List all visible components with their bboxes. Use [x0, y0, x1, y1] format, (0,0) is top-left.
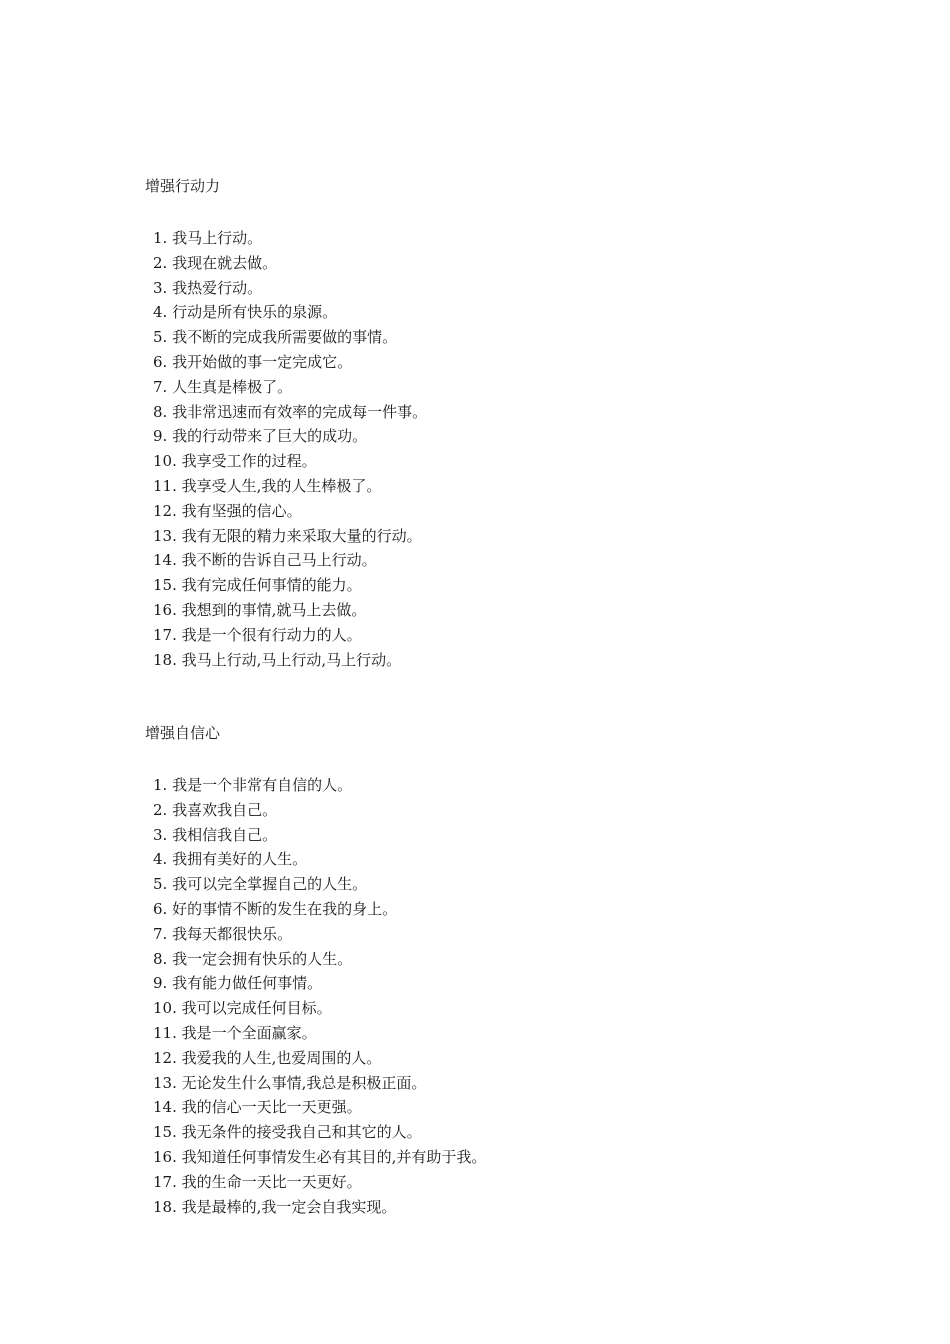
- item-text: 我享受人生,我的人生棒极了。: [181, 476, 382, 495]
- item-text: 我是最棒的,我一定会自我实现。: [181, 1197, 397, 1216]
- item-number: 4.: [153, 850, 168, 869]
- item-number: 2.: [153, 253, 168, 272]
- list-item: [153, 1046, 845, 1071]
- list-item: [153, 996, 845, 1021]
- item-number: 15.: [153, 576, 177, 595]
- item-number: 3.: [153, 278, 168, 297]
- item-number: 17.: [153, 625, 177, 644]
- item-text: 我爱我的人生,也爱周围的人。: [181, 1048, 382, 1067]
- item-text: 我有无限的精力来采取大量的行动。: [181, 526, 422, 545]
- item-number: 17.: [153, 1172, 177, 1191]
- item-number: 13.: [153, 1073, 177, 1092]
- item-number: 18.: [153, 650, 177, 669]
- item-text: 无论发生什么事情,我总是积极正面。: [181, 1073, 427, 1092]
- item-number: 5.: [153, 875, 168, 894]
- list-item: [153, 300, 845, 325]
- list-item: [153, 872, 845, 897]
- list-item: [153, 449, 845, 474]
- item-number: 1.: [153, 776, 168, 794]
- item-text: 好的事情不断的发生在我的身上。: [172, 899, 398, 918]
- item-number: 14.: [153, 1098, 177, 1117]
- list-item: [153, 947, 845, 972]
- list-item: [153, 548, 845, 573]
- list-item: [153, 1071, 845, 1096]
- item-text: 我拥有美好的人生。: [172, 850, 308, 869]
- list-item: [153, 1095, 845, 1120]
- item-number: 12.: [153, 1048, 177, 1067]
- list-item: [153, 424, 845, 449]
- list-item: [153, 897, 845, 922]
- item-number: 8.: [153, 949, 168, 968]
- item-text: 我开始做的事一定完成它。: [172, 352, 353, 371]
- list-item: [153, 623, 845, 648]
- item-text: 我马上行动,马上行动,马上行动。: [181, 650, 402, 669]
- item-text: 我马上行动。: [172, 229, 263, 247]
- list-item: [153, 1170, 845, 1195]
- list-item: [153, 499, 845, 524]
- item-text: 我可以完全掌握自己的人生。: [172, 875, 368, 894]
- item-number: 5.: [153, 328, 168, 347]
- item-text: 我是一个很有行动力的人。: [181, 625, 362, 644]
- list-item: [153, 573, 845, 598]
- item-number: 3.: [153, 825, 168, 844]
- list-item: [153, 1145, 845, 1170]
- item-number: 11.: [153, 1023, 177, 1042]
- item-text: 我非常迅速而有效率的完成每一件事。: [172, 402, 428, 421]
- section-title: 增强行动力: [145, 177, 221, 195]
- list-item: [153, 350, 845, 375]
- item-number: 14.: [153, 551, 177, 570]
- list-item: [153, 400, 845, 425]
- affirmation-list: [145, 773, 845, 1219]
- item-number: 16.: [153, 1147, 177, 1166]
- item-text: 我是一个全面赢家。: [181, 1023, 317, 1042]
- list-item: [153, 251, 845, 276]
- item-text: 我享受工作的过程。: [181, 452, 317, 471]
- item-number: 2.: [153, 800, 168, 819]
- item-number: 9.: [153, 427, 168, 446]
- item-number: 4.: [153, 303, 168, 322]
- item-text: 我知道任何事情发生必有其目的,并有助于我。: [181, 1147, 487, 1166]
- item-text: 我无条件的接受我自己和其它的人。: [181, 1123, 422, 1142]
- item-text: 我的信心一天比一天更强。: [181, 1098, 362, 1117]
- list-item: [153, 1195, 845, 1220]
- item-text: 我的生命一天比一天更好。: [181, 1172, 362, 1191]
- list-item: [153, 524, 845, 549]
- list-item: [153, 375, 845, 400]
- item-number: 8.: [153, 402, 168, 421]
- item-text: 我有能力做任何事情。: [172, 974, 323, 993]
- item-number: 9.: [153, 974, 168, 993]
- section-action: [145, 176, 845, 672]
- item-text: 我有坚强的信心。: [181, 501, 302, 520]
- list-item: [153, 773, 845, 798]
- item-number: 18.: [153, 1197, 177, 1216]
- item-number: 11.: [153, 476, 177, 495]
- affirmation-list: [145, 226, 845, 672]
- list-item: [153, 823, 845, 848]
- item-number: 10.: [153, 999, 177, 1018]
- item-text: 我现在就去做。: [172, 253, 278, 272]
- list-item: [153, 648, 845, 673]
- list-item: [153, 226, 845, 251]
- list-item: [153, 325, 845, 350]
- item-text: 我不断的完成我所需要做的事情。: [172, 328, 398, 347]
- item-text: 行动是所有快乐的泉源。: [172, 303, 338, 322]
- item-text: 我想到的事情,就马上去做。: [181, 600, 367, 619]
- item-number: 7.: [153, 924, 168, 943]
- section-confidence: [145, 723, 845, 1219]
- list-item: [153, 922, 845, 947]
- list-item: [153, 276, 845, 301]
- item-text: 我每天都很快乐。: [172, 924, 293, 943]
- item-number: 6.: [153, 899, 168, 918]
- item-text: 我是一个非常有自信的人。: [172, 776, 353, 794]
- list-item: [153, 798, 845, 823]
- item-text: 人生真是棒极了。: [172, 377, 293, 396]
- item-text: 我相信我自己。: [172, 825, 278, 844]
- list-item: [153, 847, 845, 872]
- item-number: 1.: [153, 229, 168, 247]
- item-text: 我可以完成任何目标。: [181, 999, 332, 1018]
- item-number: 16.: [153, 600, 177, 619]
- item-number: 13.: [153, 526, 177, 545]
- item-text: 我一定会拥有快乐的人生。: [172, 949, 353, 968]
- item-text: 我的行动带来了巨大的成功。: [172, 427, 368, 446]
- list-item: [153, 971, 845, 996]
- item-text: 我不断的告诉自己马上行动。: [181, 551, 377, 570]
- list-item: [153, 1120, 845, 1145]
- item-number: 7.: [153, 377, 168, 396]
- item-number: 15.: [153, 1123, 177, 1142]
- item-text: 我有完成任何事情的能力。: [181, 576, 362, 595]
- item-text: 我喜欢我自己。: [172, 800, 278, 819]
- section-title: 增强自信心: [145, 724, 221, 742]
- item-text: 我热爱行动。: [172, 278, 263, 297]
- item-number: 12.: [153, 501, 177, 520]
- list-item: [153, 1021, 845, 1046]
- list-item: [153, 474, 845, 499]
- item-number: 10.: [153, 452, 177, 471]
- list-item: [153, 598, 845, 623]
- item-number: 6.: [153, 352, 168, 371]
